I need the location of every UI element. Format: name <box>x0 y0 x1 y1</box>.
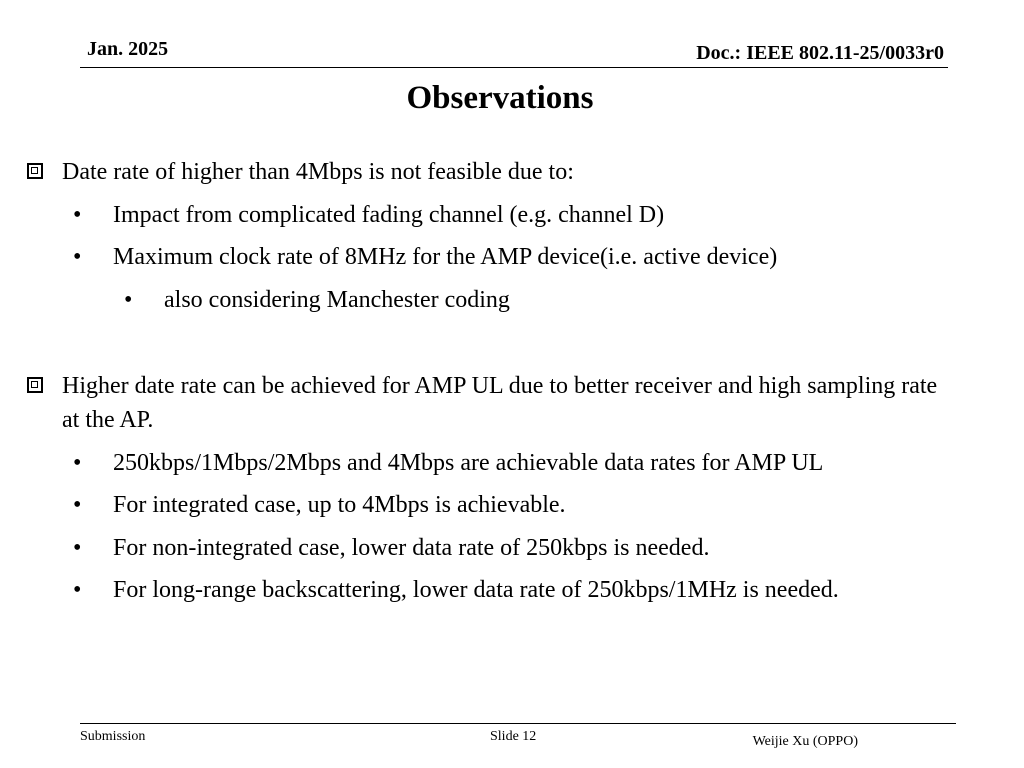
footer-slide-number: Slide 12 <box>490 729 537 744</box>
slide-title: Observations <box>406 80 594 116</box>
section-1-bullet-2: Maximum clock rate of 8MHz for the AMP device(i.e. active device) <box>113 244 778 270</box>
header-divider <box>80 67 948 68</box>
footer-author: Weijie Xu (OPPO) <box>752 734 858 749</box>
footer-submission: Submission <box>80 729 146 744</box>
bullet-dot-icon: • <box>73 492 82 518</box>
square-bullet-icon <box>27 163 43 179</box>
section-2-bullet-2: For integrated case, up to 4Mbps is achievable. <box>113 492 566 518</box>
bullet-dot-icon: • <box>73 535 82 561</box>
footer-divider <box>80 723 956 724</box>
bullet-dot-icon: • <box>73 450 82 476</box>
bullet-dot-icon: • <box>124 287 133 313</box>
section-1-text: Date rate of higher than 4Mbps is not feasible due to: <box>62 159 574 185</box>
bullet-dot-icon: • <box>73 202 82 228</box>
bullet-dot-icon: • <box>73 244 82 270</box>
header-date: Jan. 2025 <box>87 38 169 60</box>
section-2-bullet-3: For non-integrated case, lower data rate of 250kbps is needed. <box>113 535 710 561</box>
section-2-bullet-1: 250kbps/1Mbps/2Mbps and 4Mbps are achievable data rates for AMP UL <box>113 450 824 476</box>
section-2-text: Higher date rate can be achieved for AMP UL due to better receiver and high sampling rate at the AP. <box>62 373 938 433</box>
square-bullet-icon <box>27 377 43 393</box>
section-1-bullet-1: Impact from complicated fading channel (e.g. channel D) <box>113 202 665 228</box>
bullet-dot-icon: • <box>73 577 82 603</box>
section-1-sub-bullet-1: also considering Manchester coding <box>164 287 510 313</box>
header-doc-id: Doc.: IEEE 802.11-25/0033r0 <box>696 42 944 64</box>
section-2-bullet-4: For long-range backscattering, lower data rate of 250kbps/1MHz is needed. <box>113 577 839 603</box>
